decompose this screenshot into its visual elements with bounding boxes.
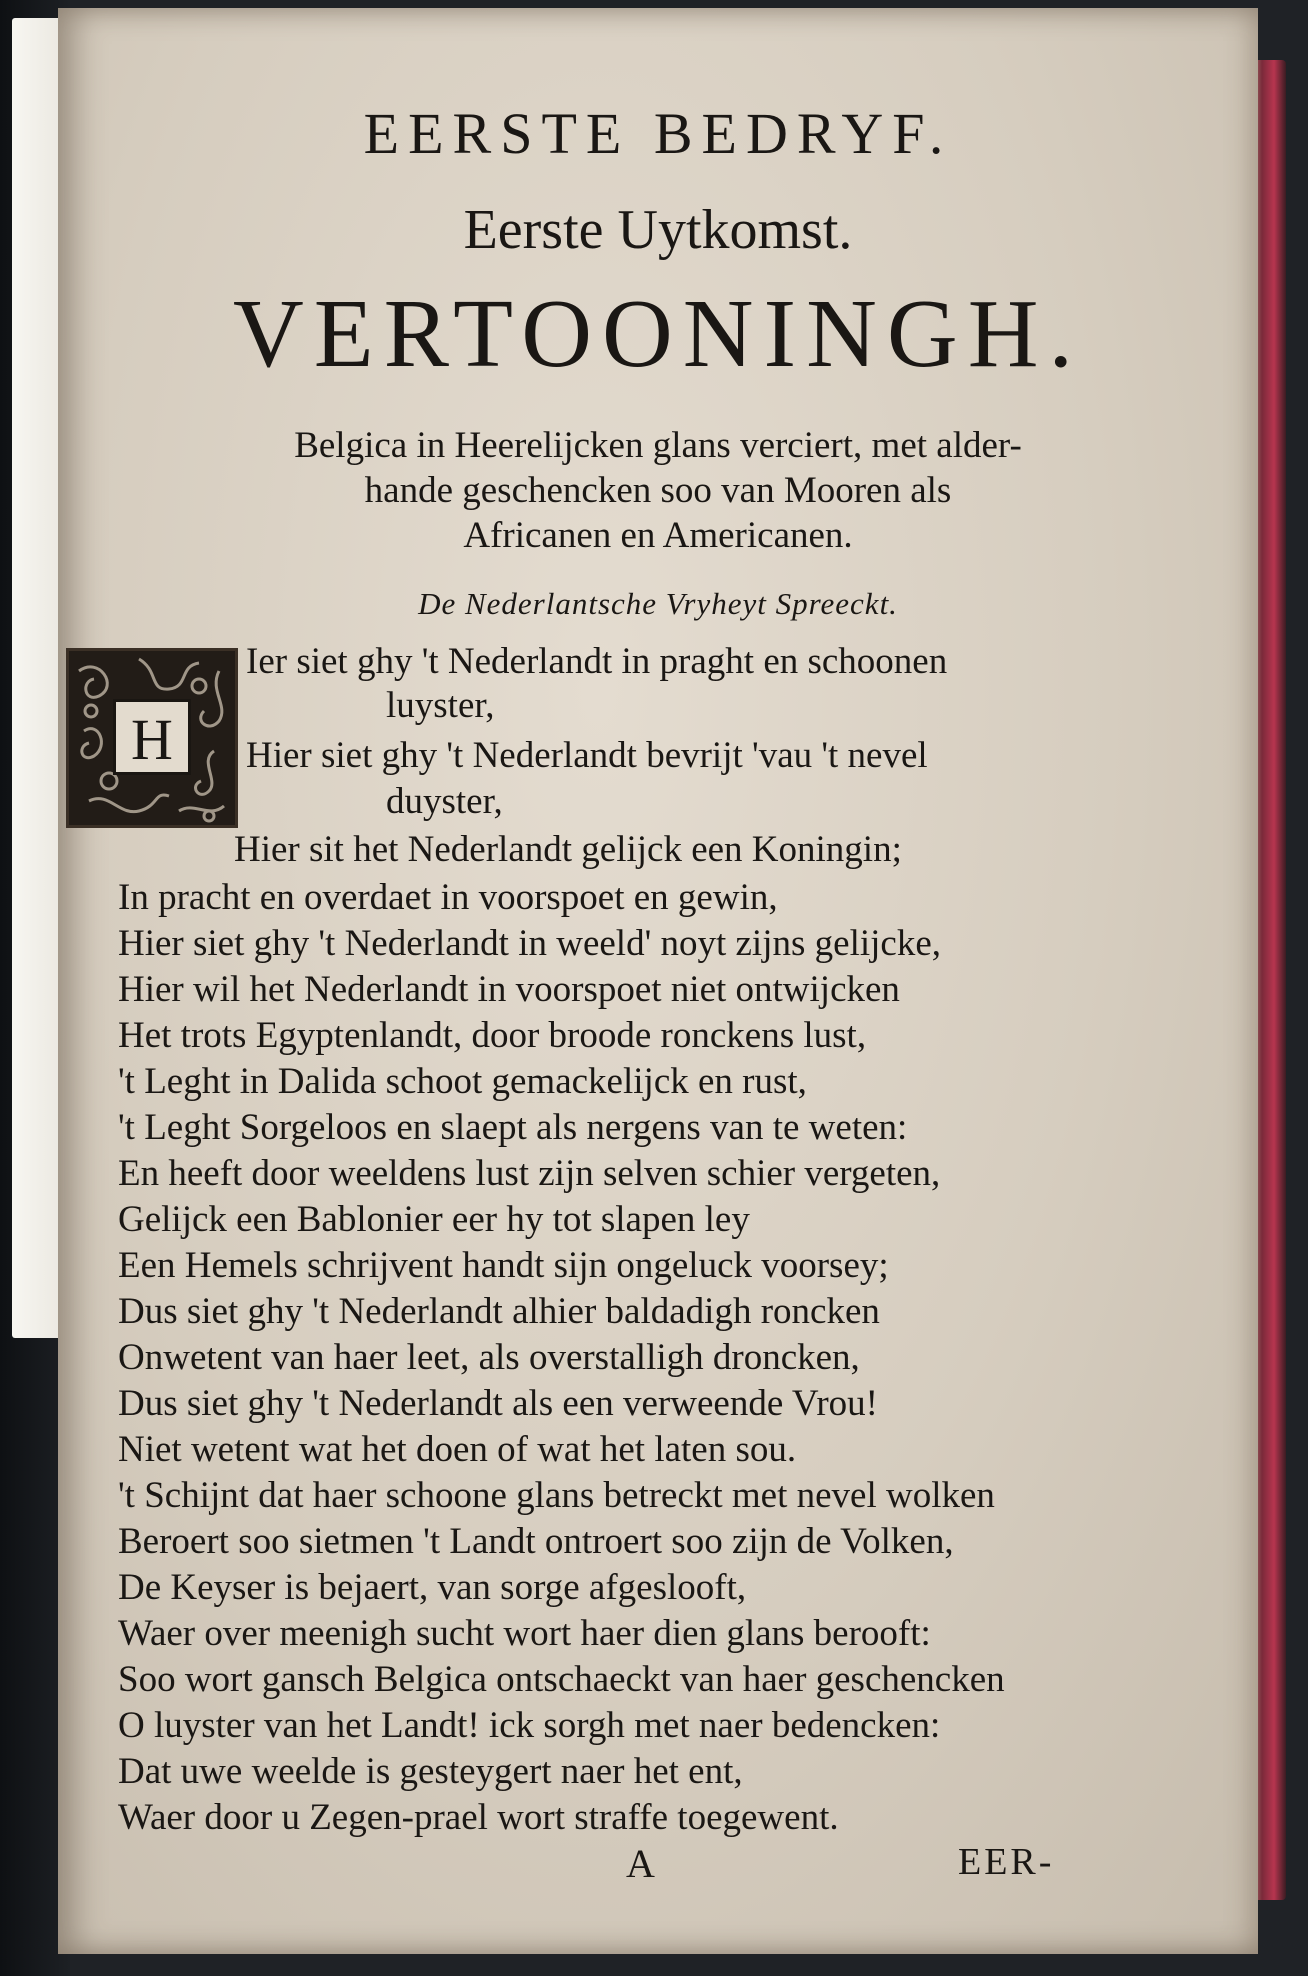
verse-line: luyster, (386, 685, 495, 726)
verse-line: Soo wort gansch Belgica ontschaeckt van haer geschencken (118, 1659, 1005, 1700)
signature-mark: A (626, 1841, 655, 1886)
subtitle (158, 423, 1158, 558)
book-page (58, 8, 1258, 1954)
verse-line: Het trots Egyptenlandt, door broode ronckens lust, (118, 1015, 867, 1056)
verse-line: 't Leght in Dalida schoot gemackelijck en rust, (118, 1061, 807, 1102)
act-heading: EERSTE BEDRYF. (363, 101, 953, 166)
scene-heading: Eerste Uytkomst. (463, 199, 853, 261)
verse-line: En heeft door weeldens lust zijn selven schier vergeten, (118, 1153, 941, 1194)
speaker-line: De Nederlantsche Vryheyt Spreeckt. (418, 586, 898, 621)
verse-line: Hier siet ghy 't Nederlandt bevrijt 'vau 't nevel (246, 735, 928, 776)
verse-line: Onwetent van haer leet, als overstalligh droncken, (118, 1337, 860, 1378)
title-heading: VERTOONINGH. (233, 280, 1083, 388)
verse-line: Gelijck een Bablonier eer hy tot slapen ley (118, 1199, 750, 1240)
verse-line: Beroert soo sietmen 't Landt ontroert soo zijn de Volken, (118, 1521, 954, 1562)
subtitle-line: Belgica in Heerelijcken glans verciert, met alder- (294, 425, 1022, 466)
verse-line: Ier siet ghy 't Nederlandt in praght en schoonen (246, 641, 948, 682)
subtitle-line: hande geschencken soo van Mooren als (364, 470, 952, 511)
verse-line: Dus siet ghy 't Nederlandt alhier baldadigh roncken (118, 1291, 880, 1332)
decorated-initial (66, 648, 238, 828)
verse-line: Hier wil het Nederlandt in voorspoet niet ontwijcken (118, 969, 900, 1010)
verse-line: Dus siet ghy 't Nederlandt als een verweende Vrou! (118, 1383, 878, 1424)
verse-line: Dat uwe weelde is gesteygert naer het ent, (118, 1751, 743, 1792)
catchword: EER- (958, 1841, 1055, 1883)
verse-line: Hier siet ghy 't Nederlandt in weeld' noyt zijns gelijcke, (118, 923, 941, 964)
initial-letter: H (113, 699, 191, 775)
verse-line: Een Hemels schrijvent handt sijn ongeluck voorsey; (118, 1245, 889, 1286)
verse-line: Waer over meenigh sucht wort haer dien glans berooft: (118, 1613, 931, 1654)
verse-line: In pracht en overdaet in voorspoet en gewin, (118, 877, 778, 918)
verse-line: 't Leght Sorgeloos en slaept als nergens van te weten: (118, 1107, 908, 1148)
verse-line: Niet wetent wat het doen of wat het laten sou. (118, 1429, 797, 1470)
verse-line: O luyster van het Landt! ick sorgh met naer bedencken: (118, 1705, 941, 1746)
subtitle-line: Africanen en Americanen. (463, 515, 853, 556)
verse-line: De Keyser is bejaert, van sorge afgeslooft, (118, 1567, 747, 1608)
verse-line: Hier sit het Nederlandt gelijck een Koningin; (234, 829, 902, 870)
verse-line: 't Schijnt dat haer schoone glans betreckt met nevel wolken (118, 1475, 995, 1516)
verse-line: Waer door u Zegen-prael wort straffe toegewent. (118, 1797, 839, 1838)
verse-line: duyster, (386, 781, 503, 822)
